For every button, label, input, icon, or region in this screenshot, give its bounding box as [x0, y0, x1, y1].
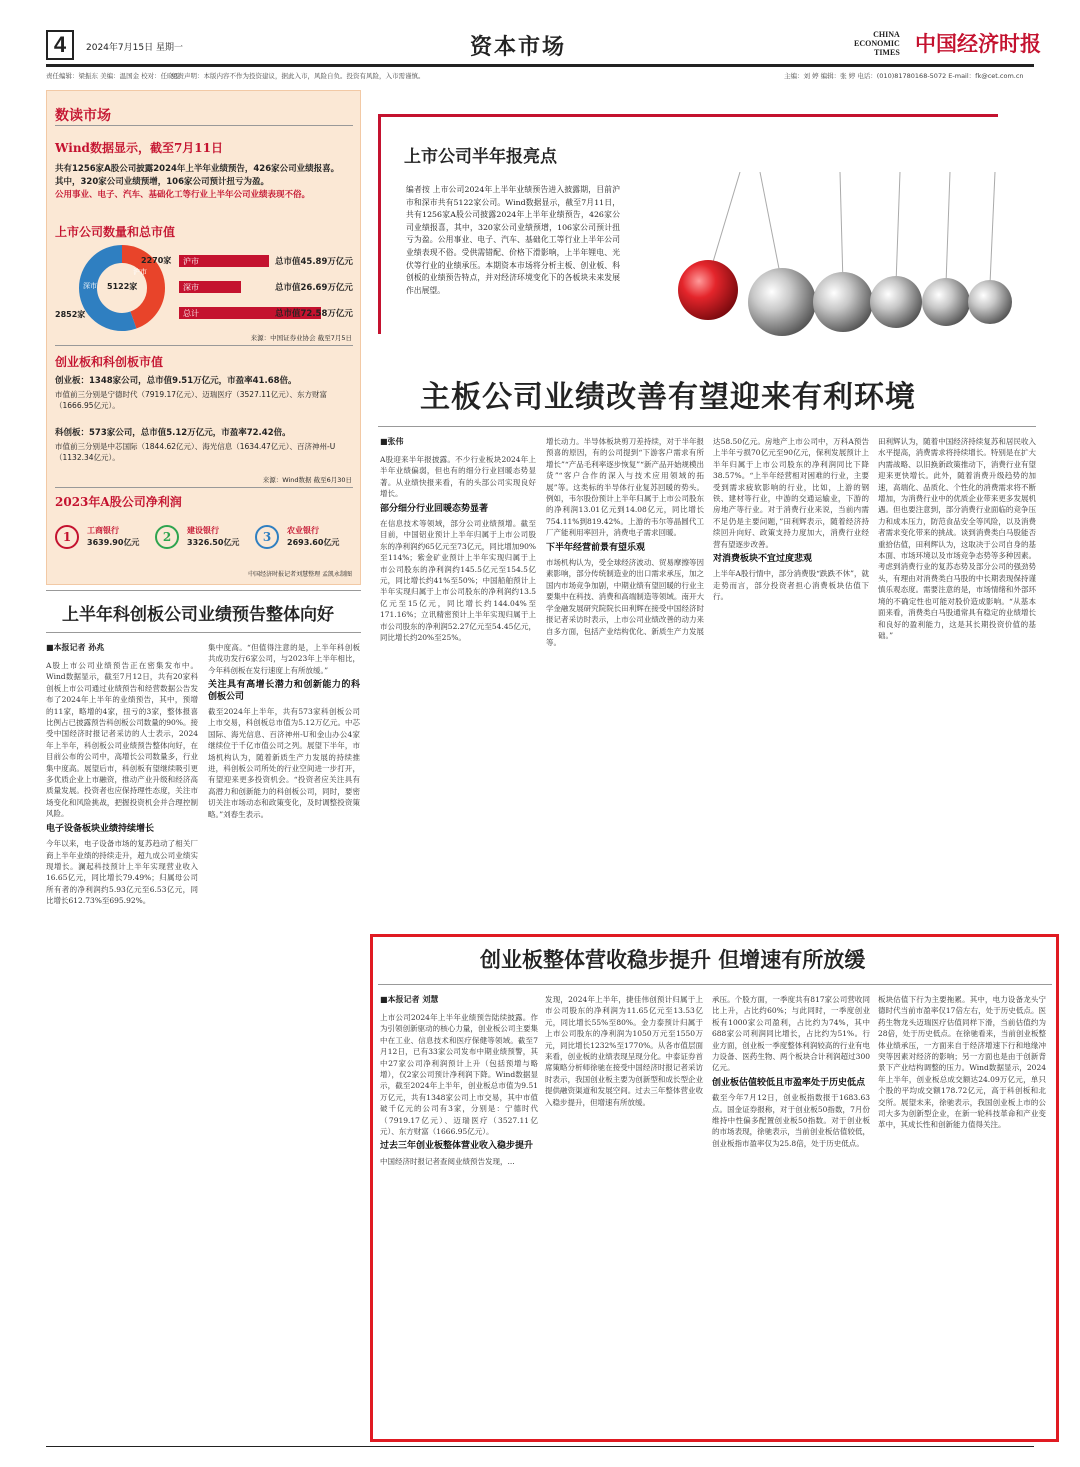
market-source: 来源：中国证券业协会 截至7月5日: [250, 334, 352, 342]
masthead-english: [854, 30, 900, 57]
cyb-col-3: [712, 994, 870, 1434]
paragraph: 达58.50亿元。房地产上市公司中，万科A预告上半年亏损70亿元至90亿元，保利发展预计上半年归属于上市公司股东的净利润同比下降38.57%。“上半年经营相对困难的行业，主要受到需求疲软影响的行业，比如，上游的钢铁、建材等行业，中游的交通运输业，下游的房地产等行业。对于消费行业来说，当前内需不足仍是主要问题，”田利辉表示，随着经济持续回升向好、政策支持力度加大，消费行业经营有望逐步改善。: [713, 437, 869, 549]
paragraph: A股迎来半年报披露。不少行业板块2024年上半年业绩偏弱，但也有的细分行业回暖态势显著。从业绩快报来看，有的头部公司实现良好增长。: [380, 455, 536, 499]
divider: [46, 632, 361, 633]
paragraph: 增长动力。半导体板块剪刀差持续，对于半年报预喜的原因，有的公司提到“下游客户需求有所增长”“产品毛利率逐步恢复”“新产品开始规模出货”“客户合作的深入与技术应用领域的拓展”等。这类标的半导体行业复苏回暖的势头。例如，韦尔股份预计上半年归属于上市公司股东的净利润13.01亿元到14.08亿元，同比增长754.11%到819.42%。上游的韦尔等晶圆代工厂产能利用率回升，消费电子需求回暖。: [546, 437, 704, 538]
count-sz: 2852家: [55, 310, 86, 319]
profit-title: 2023年A股公司净利润: [55, 495, 182, 509]
paragraph: 承压。个股方面，一季度共有817家公司营收同比上升，占比约60%；与此同时，一季度创业板有1000家公司盈利，占比约为74%，其中688家公司利润同比增长，占比约为51%。行业方面，创业板一季度整体利润较高的行业有电力设备、医药生物、两个板块合计利润超过300亿元。: [712, 995, 870, 1073]
issue-date: 2024年7月15日 星期一: [86, 43, 183, 53]
wind-line: 公用事业、电子、汽车、基础化工等行业上半年公司业绩表现不俗。: [55, 190, 311, 200]
masthead-logo: 中国经济时报: [915, 31, 1041, 56]
wind-lines: [55, 163, 355, 202]
company-name: 建设银行: [187, 526, 219, 535]
masthead-en-line: TIMES: [873, 48, 900, 57]
paragraph: 集中度高。“但值得注意的是，上半年科创板共成功发行6家公司，与2023年上半年相比，今年科创板在发行速度上有所放缓。”: [208, 643, 360, 675]
page-number: 4: [46, 30, 74, 60]
steel-ball: [748, 268, 816, 336]
kcb-summary: 科创板：573家公司，总市值5.12万亿元，市盈率72.42倍。: [55, 428, 291, 438]
value-sz: 总市值26.69万亿元: [275, 283, 353, 293]
paragraph: 中国经济时报记者查阅业绩预告发现，...: [380, 1156, 515, 1166]
kcb-col-2: [208, 642, 360, 1440]
feature-box: [372, 108, 1032, 348]
donut-label-sz: 深市: [83, 282, 97, 290]
bar-label-total: 总计: [183, 309, 199, 318]
rank-badge: 3: [255, 525, 279, 549]
paragraph: 今年以来，电子设备市场的复苏趋动了相关厂商上半年业绩的持续走升，超九成公司业绩实现增长。澜起科技预计上半年实现营业收入16.65亿元，同比增长79.49%；归属母公司所有者的净利润约5.93亿元至6.53亿元，同比增长612.73%至695.92%。: [46, 839, 198, 906]
count-sh: 2270家: [141, 256, 172, 265]
main-col-3: [713, 436, 869, 914]
feature-accent-bar: [378, 114, 381, 334]
editor-info: 责任编辑：梁振东 美编：温国金 校对：任晓雯: [46, 72, 181, 80]
section-title: 资本市场: [470, 34, 567, 60]
divider: [46, 590, 361, 591]
company-name: 工商银行: [87, 526, 119, 535]
main-byline: ■张伟: [380, 436, 404, 446]
divider: [378, 426, 1036, 427]
footer-rule: [46, 1446, 1034, 1447]
divider: [378, 984, 1052, 985]
subhead: 电子设备板块业绩持续增长: [46, 823, 155, 834]
value-total: 总市值72.58万亿元: [275, 309, 353, 319]
newtons-cradle-illustration: [630, 172, 1030, 342]
bar-label-sz: 深市: [183, 283, 199, 292]
cyb-col-4: [878, 994, 1046, 1434]
panel-title: 数读市场: [55, 108, 111, 124]
boards-title: 创业板和科创板市值: [55, 355, 164, 369]
profit-value: 3639.90亿元: [87, 538, 140, 547]
kcb-headline: 上半年科创板公司业绩预告整体向好: [62, 605, 334, 625]
divider: [55, 487, 353, 488]
cyb-headline: 创业板整体营收稳步提升 但增速有所放缓: [480, 947, 866, 972]
steel-ball: [870, 276, 922, 328]
wind-title: Wind数据显示，截至7月11日: [55, 141, 223, 155]
paragraph: 上半年A股行情中，部分消费股“跌跌不休”，就走势而言，部分投资者担心消费板块估值下行。: [713, 569, 869, 602]
paragraph: 截至2024年上半年，共有573家科创板公司上市交易，科创板总市值为5.12万亿元。中芯国际、海光信息、百济神州-U和金山办公4家继续位于千亿市值公司之列。展望下半年，市场机构认为，随着新质生产力发展的持续推进，科创板公司所处的行业空间进一步打开，有望迎来更多投资机会。“投资者应关注具有高潜力和创新能力的科创板公司，同时，要密切关注市场动态和政策变化，及时调整投资策略。”刘春生表示。: [208, 707, 360, 819]
wind-line: 共有1256家A股公司披露2024年上半年业绩预告，426家公司业绩报喜。: [55, 164, 340, 174]
subhead: 下半年经营前景有望乐观: [546, 542, 646, 553]
paragraph: 板块估值下行为主要拖累。其中，电力设备龙头宁德时代当前市盈率仅17倍左右，处于历史低点。医药生物龙头迈瑞医疗估值同样下滑，当前估值约为28倍，处于历史低点。在徐驰看来，当前创业板整体业绩承压，一方面来自于经济增速下行和地缘冲突等因素对经济的影响；另一方面也是由于创新背景下产业结构调整的压力。Wind数据显示，2024年上半年，创业板总成交额达24.09万亿元，单只个股的平均成交额178.72亿元，高于科创板和北交所。展望未来，徐驰表示，我国创业板上市的公司大多为创新型企业，在新一轮科技革命和产业变革中，其成长性和创新能力值得关注。: [878, 995, 1046, 1130]
cyb-byline: ■本报记者 刘慧: [380, 994, 439, 1004]
profit-ranking: [55, 523, 355, 563]
cyb-col-1: [380, 1012, 538, 1434]
paragraph: A股上市公司业绩预告正在密集发布中。Wind数据显示，截至7月12日，共有20家科创板上市公司通过业绩预告和经营数据公告发布了2024年上半年的业绩预告，其中，预增的11家，略增的4家，扭亏的3家，整体报喜比例占已披露预告科创板公司数量的90%。接受中国经济时报记者采访的人士表示，2024年上半年，科创板公司业绩预告整体向好，在目前公布的公司中，高增长公司数量多，行业集中度高。展望后市，科创板有望继续吸引更多优质企业上市融资，推动产业升级和经济高质量发展。投资者也应保持理性态度，关注市场变化和风险挑战，把握投资机会并合理控制风险。: [46, 661, 198, 819]
header-rule: [46, 64, 1034, 67]
kcb-col-1: [46, 660, 198, 1440]
main-col-1: [380, 454, 536, 914]
main-headline: 主板公司业绩改善有望迎来有利环境: [420, 380, 916, 415]
steel-ball: [922, 278, 970, 326]
kcb-top3: 市值前三分别是中芯国际（1844.62亿元）、海光信息（1634.47亿元）、百济神州-U（1132.34亿元）。: [55, 442, 336, 462]
paragraph: 发现，2024年上半年，捷佳伟创预计归属于上市公司股东的净利润为11.65亿元至13.53亿元，同比增长55%至80%。金力泰预计归属于上市公司股东的净利润为1050万元至1550万元，同比增长1232%至1770%。从各市值层面来看，创业板的业绩表现呈现分化。中泰证券首席策略分析师徐驰在接受中国经济时报记者采访时表示，我国创业板主要为创新型和成长型企业提供融资渠道和发展空间。过去三年整体营业收入稳步提升，但增速有所放缓。: [545, 995, 703, 1107]
paragraph: 在信息技术等领域，部分公司业绩预增。截至目前，中国铝业预计上半年归属于上市公司股东的净利润约65亿元至73亿元，同比增加90%至114%；紫金矿业预计上半年实现归属于上市公司股东的净利润约145.5亿元至154.5亿元，同比增长约41%至50%；中国船舶预计上半年实现归属于上市公司股东的净利润约13.5亿元至15亿元，同比增长约144.04%至171.16%；立讯精密预计上半年实现归属于上市公司股东的净利润52.27亿元至54.45亿元，同比增长约20%至25%。: [380, 519, 536, 643]
subhead: 创业板估值较低且市盈率处于历史低点: [712, 1077, 866, 1088]
company-name: 农业银行: [287, 526, 319, 535]
feature-accent-top: [378, 114, 998, 117]
rank-badge: 2: [155, 525, 179, 549]
info-bar: [46, 70, 1034, 82]
disclaimer: 免责声明：本版内容不作为投资建议，据此入市，风险自负。投资有风险，入市需谨慎。: [171, 72, 425, 80]
subhead: 关注具有高增长潜力和创新能力的科创板公司: [208, 680, 360, 702]
wind-line: 其中，320家公司业绩预增，106家公司预计扭亏为盈。: [55, 177, 269, 187]
cradle-strings: [710, 172, 995, 284]
value-sh: 总市值45.89万亿元: [275, 257, 353, 267]
red-ball: [678, 260, 738, 320]
subhead: 对消费板块不宜过度悲观: [713, 554, 813, 565]
paragraph: 市场机构认为，受全球经济波动、贸易摩擦等因素影响，部分传统制造业的出口需求承压，加之国内市场竞争加剧，中期业绩有望回暖的行业主要集中在科技、消费和高端制造等领域。南开大学金融发展研究院院长田利辉在接受中国经济时报记者采访时表示，上市公司业绩改善的动力来自多方面，包括产业结构优化、新质生产力发展等。: [546, 558, 704, 647]
paragraph: 上市公司2024年上半年业绩预告陆续披露。作为引领创新驱动的核心力量，创业板公司主要集中在工业、信息技术和医疗保健等领域。截至7月12日，已有33家公司发布中期业绩预警，其中27家公司净利润预计上升（包括预增与略增），仅2家公司预计净利润下降。Wind数据显示，截至2024年上半年，创业板总市值为9.51万亿元，共有1348家公司上市交易，其中市值破千亿元的公司有3家，分别是：宁德时代（7919.17亿元）、迈瑞医疗（3527.11亿元）、东方财富（1666.95亿元）。: [380, 1013, 538, 1137]
donut-center-label: 5122家: [107, 282, 138, 291]
kcb-byline: ■本报记者 孙兆: [46, 642, 105, 652]
subhead: 过去三年创业板整体营业收入稳步提升: [380, 1141, 534, 1152]
feature-title: 上市公司半年报亮点: [404, 147, 557, 167]
cyb-top3: 市值前三分别是宁德时代（7919.17亿元）、迈瑞医疗（3527.11亿元）、东方财富（1666.95亿元）。: [55, 390, 328, 410]
cyb-summary: 创业板：1348家公司，总市值9.51万亿元，市盈率41.68倍。: [55, 376, 297, 386]
paragraph: 截至今年7月12日，创业板指数报于1683.63点。国金证券报称，对于创业板50指数，7月份维持中性偏多配置创业板50指数。对于创业板的市场表现，徐驰表示，当前创业板估值较低，创业板指市盈率仅为25.8倍，处于历史低点。: [712, 1093, 870, 1148]
panel-footer: 中国经济时报记者刘慧整理 孟凯永制图: [248, 571, 352, 578]
profit-value: 3326.50亿元: [187, 538, 240, 547]
steel-ball: [813, 272, 873, 332]
main-col-4: [878, 436, 1036, 914]
donut-label-sh: 沪市: [133, 268, 147, 276]
profit-value: 2693.60亿元: [287, 538, 340, 547]
masthead-en-line: CHINA: [873, 30, 900, 39]
divider: [55, 345, 353, 346]
masthead-en-line: ECONOMIC: [854, 39, 900, 48]
contact-info: 主编：刘 婷 编辑：张 婷 电话：(010)81780168-5072 E-mail：fk@cet.com.cn: [784, 72, 1024, 80]
steel-ball: [968, 280, 1012, 324]
rank-badge: 1: [55, 525, 79, 549]
main-col-2: [546, 436, 704, 914]
paragraph: 田利辉认为，随着中国经济持续复苏和居民收入水平提高，消费需求将持续增长。特别是在扩大内需战略、以旧换新政策推动下，消费行业有望迎来更快增长。此外，随着消费升级趋势的加速，高端化、品质化、个性化的消费需求将不断增加，为消费行业中的优质企业带来更多发展机遇。但也要注意到，部分消费行业面临的竞争压力和成本压力，防范食品安全等风险，以及消费者需求变化带来的挑战。谈到消费类白马股能否重拾估值，田利辉认为，这取决于公司自身的基本面、市场环境以及市场竞争态势等多种因素。考虑到消费行业的复苏态势及部分公司的强劲势头，有理由对消费类白马股的中长期表现保持谨慎乐观态度。需要注意的是，市场情绪和外部环境的不确定性也可能对股价造成影响。“从基本面来看，消费类白马股通常具有稳定的业绩增长和良好的盈利能力，这是其长期投资价值的基础。”: [878, 437, 1036, 640]
bar-label-sh: 沪市: [183, 257, 199, 266]
boards-source: 来源：Wind数据 截至6月30日: [262, 476, 352, 484]
market-title: 上市公司数量和总市值: [55, 225, 176, 239]
editor-note: 编者按 上市公司2024年上半年业绩预告进入披露期，目前沪市和深市共有5122家公司。Wind数据显示，截至7月11日，共有1256家A股公司披露2024年上半年业绩预告，426家公司业绩报喜，其中，320家公司业绩预增，106家公司预计扭亏为盈。公用事业、电子、汽车、基础化工等行业上半年公司业绩表现不俗。受供需错配、价格下滑影响，上半年锂电、光伏等行业的业绩承压。本期资本市场将分析主板、创业板、科创板的业绩预告特点，并对经济环境变化下的各板块未来发展作出展望。: [406, 185, 620, 295]
cyb-col-2: [545, 994, 703, 1434]
data-panel: [46, 90, 361, 585]
subhead: 部分细分行业回暖态势显著: [380, 503, 489, 514]
divider: [55, 125, 353, 126]
